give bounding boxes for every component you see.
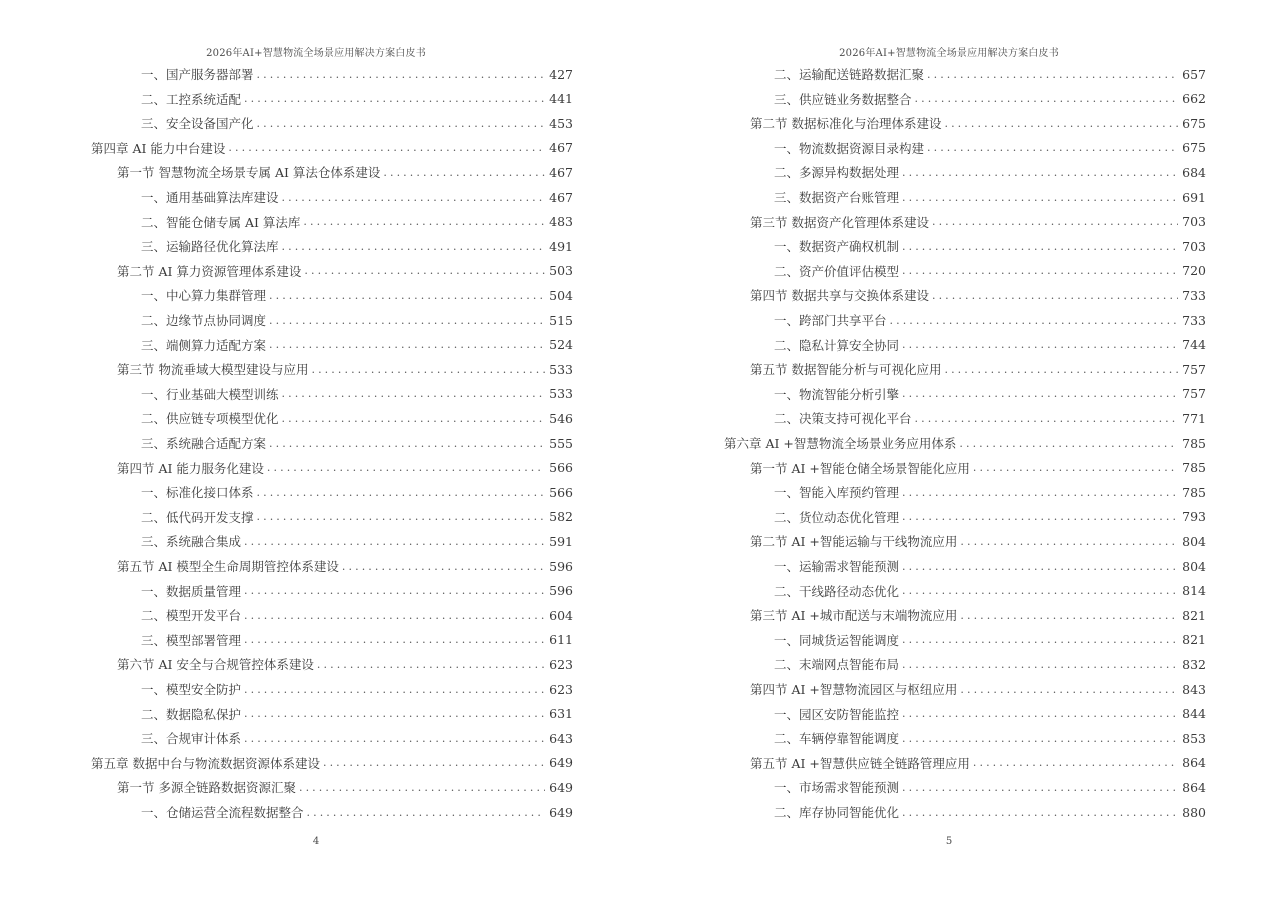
toc-entry[interactable]: [91, 751, 573, 775]
toc-entry-title: 二、智能仓储专属 AI 算法库: [141, 214, 301, 230]
toc-entry[interactable]: [141, 382, 573, 406]
dot-leader: [902, 264, 1178, 277]
toc-entry[interactable]: [774, 234, 1206, 258]
toc-entry-title: 二、供应链专项模型优化: [141, 411, 279, 427]
toc-entry-page: 703: [1182, 214, 1206, 230]
toc-entry-page: 566: [549, 484, 573, 500]
toc-entry-title: 第六节 AI 安全与合规管控体系建设: [117, 657, 314, 673]
toc-entry[interactable]: [774, 406, 1206, 430]
toc-entry[interactable]: [750, 357, 1206, 381]
toc-entry-title: 一、物流智能分析引擎: [774, 386, 900, 402]
dot-leader: [311, 363, 545, 376]
toc-entry-title: 第一节 AI +智能仓储全场景智能化应用: [750, 460, 970, 476]
toc-entry-page: 832: [1182, 656, 1206, 672]
toc-entry-page: 649: [549, 804, 573, 820]
toc-entry[interactable]: [774, 652, 1206, 676]
toc-entry[interactable]: [774, 702, 1206, 726]
toc-entry-title: 三、系统融合集成: [141, 534, 242, 550]
toc-entry-title: 一、通用基础算法库建设: [141, 190, 279, 205]
toc-entry-title: 第二节 AI +智能运输与干线物流应用: [750, 534, 958, 550]
toc-entry-title: 一、跨部门共享平台: [774, 313, 887, 328]
toc-entry-page: 844: [1182, 706, 1206, 722]
toc-entry[interactable]: [141, 185, 573, 209]
dot-leader: [960, 683, 1178, 696]
dot-leader: [902, 584, 1178, 597]
toc-entry-title: 二、隐私计算安全协同: [774, 337, 900, 353]
toc-entry[interactable]: [774, 800, 1206, 824]
page-number: 5: [945, 836, 953, 847]
toc-entry-title: 第一节 多源全链路数据资源汇聚: [117, 780, 296, 796]
toc-entry-page: 611: [549, 632, 573, 648]
dot-leader: [244, 732, 545, 745]
running-head: 2026年AI+智慧物流全场景应用解决方案白皮书: [839, 48, 1059, 59]
toc-entry[interactable]: [774, 259, 1206, 283]
toc-entry-page: 596: [549, 583, 573, 599]
toc-entry-title: 二、工控系统适配: [141, 91, 242, 107]
toc-entry[interactable]: [774, 579, 1206, 603]
toc-entry-page: 491: [549, 238, 573, 254]
toc-entry-page: 864: [1182, 755, 1206, 771]
toc-entry[interactable]: [117, 357, 573, 381]
toc-entry[interactable]: [141, 702, 573, 726]
toc-entry-page: 684: [1182, 164, 1206, 180]
toc-entry-page: 427: [549, 66, 573, 82]
toc-entry[interactable]: [117, 652, 573, 676]
page-right: [633, 0, 1265, 898]
dot-leader: [244, 683, 545, 696]
toc-entry[interactable]: [141, 308, 573, 332]
toc-entry-page: 720: [1182, 263, 1206, 279]
toc-entry[interactable]: [774, 775, 1206, 799]
toc-entry-title: 一、运输需求智能预测: [774, 559, 900, 574]
toc-entry-page: 515: [549, 312, 573, 328]
toc-entry-title: 三、合规审计体系: [141, 731, 242, 747]
dot-leader: [932, 289, 1178, 302]
toc-entry-title: 二、边缘节点协同调度: [141, 313, 267, 328]
toc-entry[interactable]: [117, 554, 573, 578]
toc-entry-title: 二、货位动态优化管理: [774, 509, 900, 525]
toc-entry-title: 一、行业基础大模型训练: [141, 386, 279, 402]
toc-entry-page: 657: [1182, 66, 1206, 82]
toc-entry-page: 691: [1182, 189, 1206, 205]
dot-leader: [927, 68, 1178, 81]
toc-entry-title: 二、决策支持可视化平台: [774, 411, 912, 427]
toc-entry-page: 623: [549, 656, 573, 672]
toc-entry-page: 596: [549, 558, 573, 574]
toc-entry-title: 第二节 AI 算力资源管理体系建设: [117, 263, 302, 279]
toc-entry[interactable]: [774, 62, 1206, 86]
toc-entry-page: 467: [549, 189, 573, 205]
toc-entry[interactable]: [141, 480, 573, 504]
toc-entry-title: 二、模型开发平台: [141, 608, 242, 624]
toc-entry-page: 533: [549, 386, 573, 402]
dot-leader: [915, 92, 1179, 105]
page-number: 4: [312, 836, 320, 847]
toc-entry[interactable]: [141, 800, 573, 824]
toc-entry[interactable]: [750, 603, 1206, 627]
toc-entry-title: 一、仓储运营全流程数据整合: [141, 805, 304, 820]
dot-leader: [323, 756, 545, 769]
page-left: [0, 0, 632, 898]
toc-entry-title: 第四节 AI +智慧物流园区与枢纽应用: [750, 682, 958, 697]
dot-leader: [317, 658, 545, 671]
toc-entry-title: 第五节 AI +智慧供应链全链路管理应用: [750, 755, 970, 771]
toc-entry[interactable]: [141, 333, 573, 357]
dot-leader: [960, 535, 1178, 548]
dot-leader: [902, 166, 1178, 179]
toc-entry-page: 804: [1182, 533, 1206, 549]
dot-leader: [257, 117, 546, 130]
dot-leader: [269, 314, 545, 327]
dot-leader: [902, 658, 1178, 671]
toc-entry-title: 一、标准化接口体系: [141, 485, 254, 501]
toc-entry[interactable]: [750, 529, 1206, 553]
toc-entry-title: 第三节 物流垂域大模型建设与应用: [117, 362, 309, 378]
toc-entry-page: 733: [1182, 312, 1206, 328]
dot-leader: [244, 92, 545, 105]
toc-entry[interactable]: [774, 87, 1206, 111]
toc-entry-page: 546: [549, 410, 573, 426]
dot-leader: [244, 633, 545, 646]
toc-entry-page: 623: [549, 681, 573, 697]
toc-entry-page: 757: [1182, 386, 1206, 402]
toc-entry-title: 第五节 数据智能分析与可视化应用: [750, 362, 942, 378]
toc-entry-title: 一、物流数据资源目录构建: [774, 140, 925, 156]
dot-leader: [902, 633, 1178, 646]
toc-entry[interactable]: [141, 210, 573, 234]
dot-leader: [269, 338, 545, 351]
toc-entry[interactable]: [141, 234, 573, 258]
toc-entry-title: 第二节 数据标准化与治理体系建设: [750, 116, 942, 132]
toc-entry-title: 一、模型安全防护: [141, 682, 242, 697]
toc-entry[interactable]: [117, 259, 573, 283]
dot-leader: [282, 191, 546, 204]
toc-entry-page: 467: [549, 164, 573, 180]
toc-entry-page: 503: [549, 263, 573, 279]
toc-entry-page: 631: [549, 706, 573, 722]
dot-leader: [257, 486, 546, 499]
toc-entry-title: 一、市场需求智能预测: [774, 780, 900, 796]
toc-entry-page: 649: [549, 755, 573, 771]
toc-entry-title: 二、车辆停靠智能调度: [774, 731, 900, 747]
toc-entry[interactable]: [774, 136, 1206, 160]
toc-entry[interactable]: [91, 136, 573, 160]
toc-entry[interactable]: [750, 283, 1206, 307]
toc-entry-page: 649: [549, 779, 573, 795]
toc-entry[interactable]: [141, 431, 573, 455]
toc-entry[interactable]: [774, 505, 1206, 529]
dot-leader: [902, 191, 1178, 204]
toc-entry-page: 785: [1182, 460, 1206, 476]
dot-leader: [902, 707, 1178, 720]
toc-entry[interactable]: [774, 554, 1206, 578]
toc-entry-page: 793: [1182, 509, 1206, 525]
toc-entry-page: 524: [549, 337, 573, 353]
dot-leader: [269, 437, 545, 450]
toc-entry-page: 733: [1182, 287, 1206, 303]
toc-entry[interactable]: [141, 111, 573, 135]
dot-leader: [228, 141, 545, 154]
toc-entry-page: 771: [1182, 410, 1206, 426]
toc-entry-title: 一、国产服务器部署: [141, 67, 254, 82]
toc-entry-page: 504: [549, 287, 573, 303]
toc-entry-page: 467: [549, 140, 573, 156]
toc-entry[interactable]: [141, 677, 573, 701]
toc-entry-page: 864: [1182, 779, 1206, 795]
toc-entry[interactable]: [750, 456, 1206, 480]
toc-entry-title: 第五章 数据中台与物流数据资源体系建设: [91, 755, 320, 771]
toc-entry[interactable]: [141, 87, 573, 111]
dot-leader: [244, 707, 545, 720]
dot-leader: [960, 609, 1178, 622]
dot-leader: [944, 117, 1178, 130]
toc-entry-page: 591: [549, 533, 573, 549]
toc-entry-title: 三、模型部署管理: [141, 632, 242, 648]
toc-entry-page: 643: [549, 730, 573, 746]
toc-entry-page: 804: [1182, 558, 1206, 574]
dot-leader: [902, 732, 1178, 745]
dot-leader: [299, 781, 545, 794]
toc-entry-title: 三、端侧算力适配方案: [141, 337, 267, 353]
dot-leader: [902, 781, 1178, 794]
toc-entry-page: 880: [1182, 804, 1206, 820]
toc-entry-page: 441: [549, 91, 573, 107]
toc-entry[interactable]: [117, 775, 573, 799]
toc-entry-page: 604: [549, 607, 573, 623]
dot-leader: [973, 461, 1178, 474]
running-head: 2026年AI+智慧物流全场景应用解决方案白皮书: [206, 48, 426, 59]
toc-entry-title: 二、库存协同智能优化: [774, 805, 900, 820]
dot-leader: [244, 609, 545, 622]
toc-entry-page: 853: [1182, 730, 1206, 746]
toc-entry-page: 566: [549, 460, 573, 476]
toc-entry-page: 662: [1182, 91, 1206, 107]
dot-leader: [902, 510, 1178, 523]
toc-entry-page: 675: [1182, 140, 1206, 156]
toc-entry-title: 第三节 AI +城市配送与末端物流应用: [750, 608, 958, 624]
toc-entry-title: 一、园区安防智能监控: [774, 706, 900, 722]
dot-leader: [902, 486, 1178, 499]
toc-entry-title: 一、数据资产确权机制: [774, 239, 900, 255]
dot-leader: [902, 806, 1178, 819]
toc-entry-title: 第四章 AI 能力中台建设: [91, 140, 226, 156]
dot-leader: [304, 264, 545, 277]
toc-entry-page: 785: [1182, 484, 1206, 500]
dot-leader: [915, 412, 1179, 425]
dot-leader: [927, 141, 1178, 154]
dot-leader: [342, 560, 545, 573]
dot-leader: [282, 412, 546, 425]
toc-entry[interactable]: [774, 628, 1206, 652]
toc-entry[interactable]: [750, 111, 1206, 135]
dot-leader: [902, 338, 1178, 351]
dot-leader: [257, 510, 546, 523]
toc-entry-page: 757: [1182, 361, 1206, 377]
toc-entry-title: 三、系统融合适配方案: [141, 436, 267, 451]
toc-entry[interactable]: [141, 283, 573, 307]
toc-entry-page: 843: [1182, 681, 1206, 697]
toc-entry-title: 一、中心算力集群管理: [141, 288, 267, 304]
toc-entry-title: 二、干线路径动态优化: [774, 583, 900, 599]
toc-entry[interactable]: [774, 333, 1206, 357]
toc-entry[interactable]: [774, 160, 1206, 184]
dot-leader: [902, 387, 1178, 400]
toc-entry-page: 453: [549, 115, 573, 131]
toc-entry[interactable]: [141, 529, 573, 553]
toc-entry-title: 二、资产价值评估模型: [774, 263, 900, 279]
dot-leader: [267, 461, 545, 474]
toc-entry-title: 二、多源异构数据处理: [774, 165, 900, 181]
toc-entry-title: 一、数据质量管理: [141, 583, 242, 599]
toc-entry[interactable]: [141, 505, 573, 529]
toc-entry-page: 744: [1182, 337, 1206, 353]
toc-entry[interactable]: [141, 406, 573, 430]
toc-entry-title: 二、末端网点智能布局: [774, 657, 900, 673]
toc-entry-title: 一、同城货运智能调度: [774, 632, 900, 648]
dot-leader: [890, 314, 1179, 327]
dot-leader: [383, 166, 545, 179]
dot-leader: [303, 215, 545, 228]
toc-entry-title: 第三节 数据资产化管理体系建设: [750, 214, 929, 230]
toc-entry[interactable]: [141, 628, 573, 652]
toc-entry[interactable]: [117, 456, 573, 480]
toc-entry-title: 第四节 AI 能力服务化建设: [117, 460, 264, 476]
dot-leader: [902, 560, 1178, 573]
toc-entry[interactable]: [141, 579, 573, 603]
toc-entry-title: 三、运输路径优化算法库: [141, 239, 279, 255]
toc-entry-page: 703: [1182, 238, 1206, 254]
toc-entry-title: 第一节 智慧物流全场景专属 AI 算法仓体系建设: [117, 165, 381, 181]
toc-entry[interactable]: [724, 431, 1206, 455]
toc-entry[interactable]: [750, 677, 1206, 701]
dot-leader: [902, 240, 1178, 253]
toc-entry-title: 三、安全设备国产化: [141, 116, 254, 132]
dot-leader: [257, 68, 546, 81]
toc-entry-page: 555: [549, 435, 573, 451]
toc-entry-title: 一、智能入库预约管理: [774, 485, 900, 501]
toc-entry[interactable]: [774, 726, 1206, 750]
dot-leader: [932, 215, 1178, 228]
toc-entry[interactable]: [774, 382, 1206, 406]
toc-entry[interactable]: [750, 210, 1206, 234]
dot-leader: [944, 363, 1178, 376]
dot-leader: [269, 289, 545, 302]
dot-leader: [959, 437, 1178, 450]
toc-entry[interactable]: [774, 185, 1206, 209]
toc-entry-page: 533: [549, 361, 573, 377]
toc-entry-page: 785: [1182, 435, 1206, 451]
toc-entry-title: 二、数据隐私保护: [141, 706, 242, 722]
toc-entry-title: 二、运输配送链路数据汇聚: [774, 67, 925, 82]
toc-entry[interactable]: [141, 62, 573, 86]
toc-entry[interactable]: [117, 160, 573, 184]
toc-entry-title: 第四节 数据共享与交换体系建设: [750, 288, 929, 304]
toc-entry-title: 第六章 AI +智慧物流全场景业务应用体系: [724, 436, 957, 451]
toc-entry-page: 483: [549, 214, 573, 230]
toc-entry[interactable]: [750, 751, 1206, 775]
toc-entry-page: 582: [549, 509, 573, 525]
toc-entry[interactable]: [774, 308, 1206, 332]
toc-entry-page: 821: [1182, 607, 1206, 623]
toc-entry-page: 675: [1182, 115, 1206, 131]
dot-leader: [973, 756, 1178, 769]
toc-entry-page: 814: [1182, 583, 1206, 599]
dot-leader: [282, 240, 546, 253]
toc-entry[interactable]: [774, 480, 1206, 504]
dot-leader: [282, 387, 546, 400]
toc-entry-title: 第五节 AI 模型全生命周期管控体系建设: [117, 559, 339, 574]
toc-entry[interactable]: [141, 603, 573, 627]
toc-entry-page: 821: [1182, 632, 1206, 648]
dot-leader: [244, 584, 545, 597]
toc-entry-title: 二、低代码开发支撑: [141, 509, 254, 525]
toc-entry-title: 三、供应链业务数据整合: [774, 91, 912, 107]
toc-entry[interactable]: [141, 726, 573, 750]
dot-leader: [244, 535, 545, 548]
toc-entry-title: 三、数据资产台账管理: [774, 190, 900, 205]
dot-leader: [307, 806, 546, 819]
